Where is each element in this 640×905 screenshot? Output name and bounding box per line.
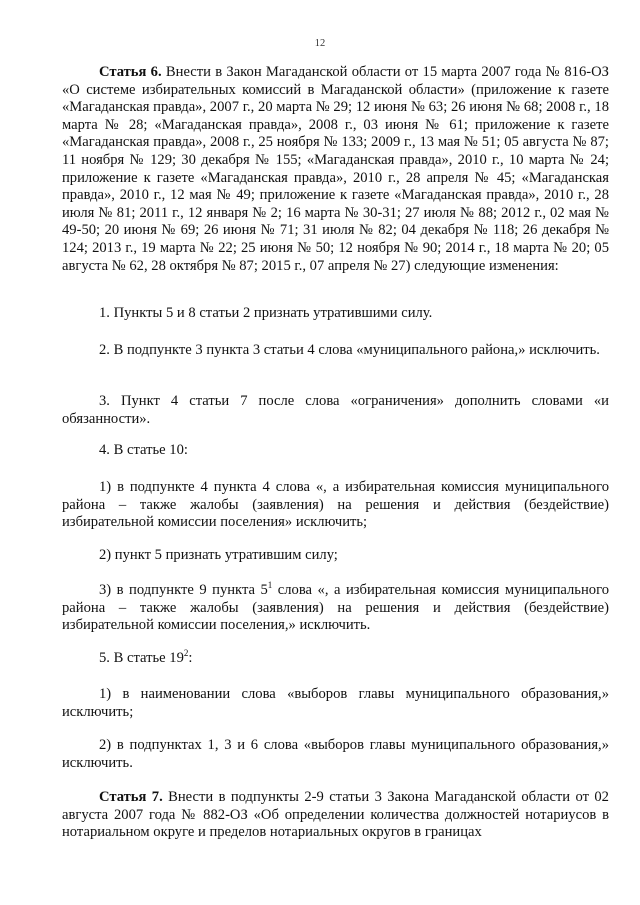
article-7-intro xyxy=(62,789,609,842)
article-7-heading: Статья 7. xyxy=(99,789,163,805)
article-6-item-4-sub-1: 1) в подпункте 4 пункта 4 слова «, а избирательная комиссия муниципального района – также жалобы (заявления) на решения и действия (бездействие) избирательной комиссии поселения» исключить; xyxy=(62,479,609,531)
superscript: 2 xyxy=(183,648,189,659)
article-6-item-4-sub-3: 3) в подпункте 9 пункта $5^1$ слова «, а избирательная комиссия муниципального района – также жалобы (заявления) на решения и действия (бездействие) избирательной комиссии поселения,» исключить. xyxy=(62,580,609,634)
article-6-item-4-sub-2: 2) пункт 5 признать утратившим силу; xyxy=(99,547,338,563)
article-6-item-5: 5. В статье $19^2$: xyxy=(99,648,193,666)
article-6-item-5-sub-1: 1) в наименовании слова «выборов главы муниципального образования,» исключить; xyxy=(62,686,609,720)
article-6-intro xyxy=(62,64,609,275)
article-6-item-5-sub-2: 2) в подпунктах 1, 3 и 6 слова «выборов главы муниципального образования,» исключить. xyxy=(62,737,609,771)
article-7-text: Внести в подпункты 2-9 статьи 3 Закона Магаданской области от 02 августа 2007 года № 882-ОЗ «Об определении количества должностей нотариусов в нотариальном округе и пределов нотариальных округов в границах xyxy=(62,789,609,841)
article-6-heading: Статья 6. xyxy=(99,64,162,80)
article-6-text: Внести в Закон Магаданской области от 15 марта 2007 года № 816-ОЗ «О системе избирательных комиссий в Магаданской области» (приложение к газете «Магаданская правда», 2007 г., 20 марта № 29; 12 июня № 63; 26 июня № 68; 2008 г., 18 марта № 28; «Магаданская правда», 2008 г., 03 июня № 61; приложение к газете «Магаданская правда», 2008 г., 25 ноября № 133; 2009 г., 13 мая № 51; 05 августа № 87; 11 ноября № 129; 30 декабря № 155; «Магаданская правда», 2010 г., 10 марта № 24; приложение к газете «Магаданская правда», 2010 г., 28 апреля № 45; «Магаданская правда», 2010 г., 12 мая № 49; приложение к газете «Магаданская правда», 2010 г., 28 июля № 81; 2011 г., 12 января № 2; 16 марта № 30-31; 27 июля № 88; 2012 г., 02 мая № 49-50; 20 июня № 69; 26 июня № 71; 31 июля № 82; 04 декабря № 118; 26 декабря № 124; 2013 г., 19 марта № 22; 25 июня № 50; 12 ноября № 90; 2014 г., 18 марта № 20; 05 августа № 62, 28 октября № 87; 2015 г., 07 апреля № 27) следующие изменения: xyxy=(62,64,609,274)
page-number: 12 xyxy=(314,38,326,49)
article-6-item-4: 4. В статье 10: xyxy=(99,442,188,458)
article-6-item-2: 2. В подпункте 3 пункта 3 статьи 4 слова «муниципального района,» исключить. xyxy=(99,342,600,358)
superscript: 1 xyxy=(267,580,273,591)
article-6-item-3: 3. Пункт 4 статьи 7 после слова «ограничения» дополнить словами «и обязанности». xyxy=(62,393,609,427)
article-6-item-1: 1. Пункты 5 и 8 статьи 2 признать утратившими силу. xyxy=(99,305,433,321)
